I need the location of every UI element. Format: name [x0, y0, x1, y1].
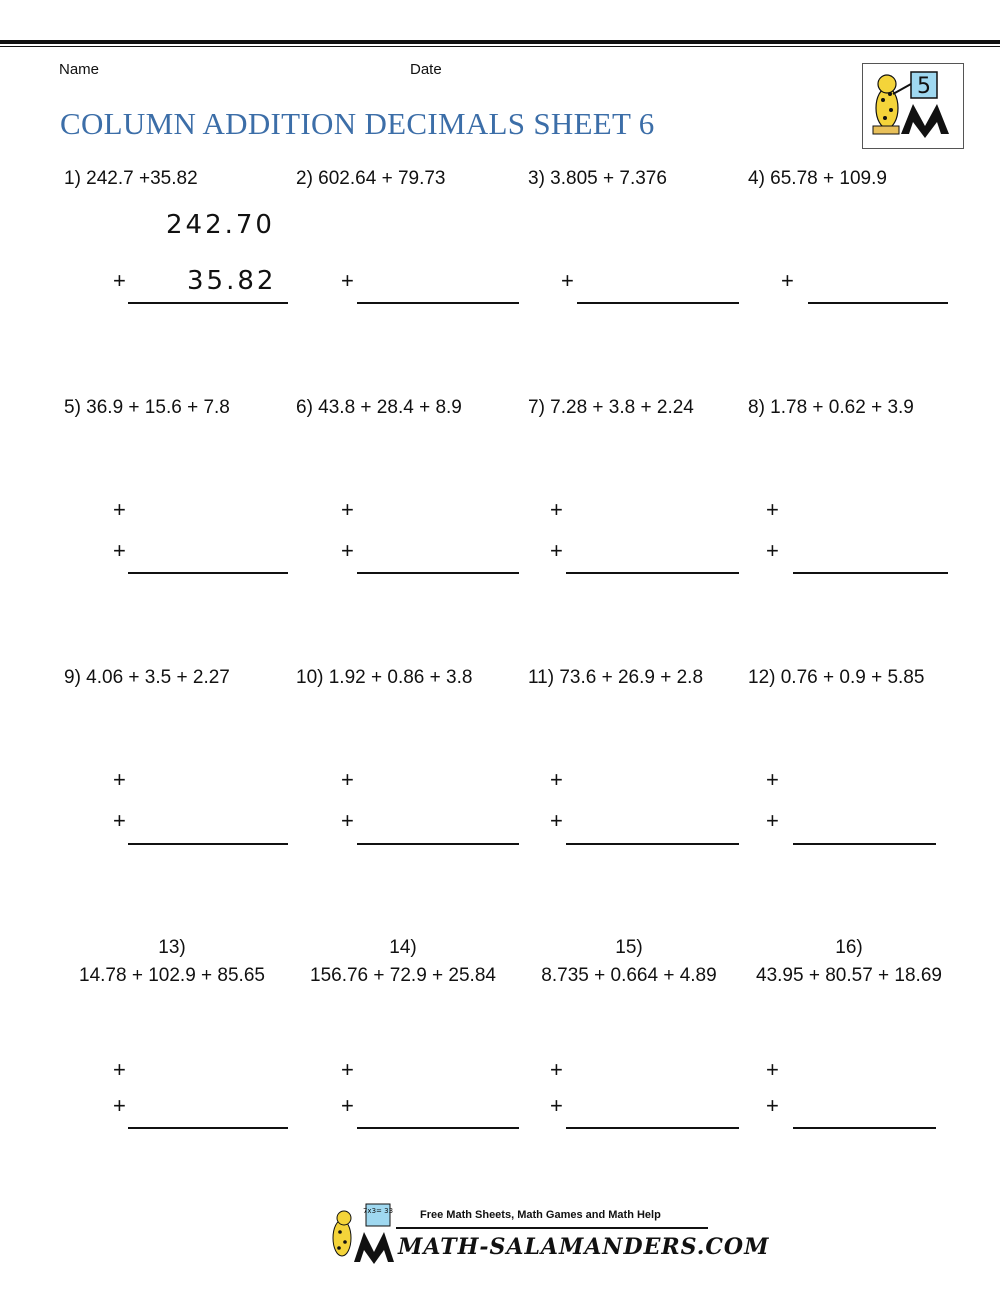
plus-sign: +	[781, 268, 794, 293]
problem-3-label: 3) 3.805 + 7.376	[528, 168, 667, 189]
problem-13-number: 13)	[158, 937, 186, 958]
plus-sign: +	[550, 1057, 563, 1082]
plus-sign: +	[550, 497, 563, 522]
problem-13-label	[62, 934, 282, 990]
problem-8-label: 8) 1.78 + 0.62 + 3.9	[748, 397, 914, 418]
answer-line-10	[357, 843, 519, 845]
plus-sign: +	[341, 1057, 354, 1082]
plus-sign: +	[550, 1093, 563, 1118]
problem-16-label	[739, 934, 959, 990]
plus-sign: +	[341, 808, 354, 833]
problem-2-label: 2) 602.64 + 79.73	[296, 168, 446, 189]
problem-5-label: 5) 36.9 + 15.6 + 7.8	[64, 397, 230, 418]
problem-15-expression: 8.735 + 0.664 + 4.89	[541, 965, 717, 986]
top-rule	[0, 40, 1000, 44]
problem-14-label	[293, 934, 513, 990]
answer-line-5	[128, 572, 288, 574]
plus-sign: +	[113, 497, 126, 522]
problem-10-label: 10) 1.92 + 0.86 + 3.8	[296, 667, 473, 688]
answer-line-15	[566, 1127, 739, 1129]
problem-15-label	[519, 934, 739, 990]
badge-text: 7x3= 33	[362, 1207, 394, 1215]
plus-sign: +	[766, 1093, 779, 1118]
problem-14-expression: 156.76 + 72.9 + 25.84	[310, 965, 496, 986]
salamander-logo-icon	[863, 64, 963, 148]
plus-sign: +	[113, 808, 126, 833]
date-label: Date	[410, 61, 442, 78]
salamander-logo	[862, 63, 964, 149]
top-rule-thin	[0, 46, 1000, 47]
plus-sign: +	[341, 538, 354, 563]
answer-line-1	[128, 302, 288, 304]
plus-sign: +	[113, 1057, 126, 1082]
plus-sign: +	[341, 497, 354, 522]
answer-line-2	[357, 302, 519, 304]
plus-sign: +	[550, 767, 563, 792]
plus-sign: +	[550, 538, 563, 563]
example-second-number: 35.82	[187, 266, 277, 296]
problem-14-number: 14)	[389, 937, 417, 958]
plus-sign: +	[766, 497, 779, 522]
answer-line-9	[128, 843, 288, 845]
problem-16-expression: 43.95 + 80.57 + 18.69	[756, 965, 942, 986]
answer-line-16	[793, 1127, 936, 1129]
problem-11-label: 11) 73.6 + 26.9 + 2.8	[528, 667, 704, 688]
plus-sign: +	[766, 538, 779, 563]
problem-16-number: 16)	[835, 937, 863, 958]
answer-line-7	[566, 572, 739, 574]
plus-sign: +	[550, 808, 563, 833]
problem-6-label: 6) 43.8 + 28.4 + 8.9	[296, 397, 462, 418]
problem-15-number: 15)	[615, 937, 643, 958]
footer-salamander-icon	[326, 1202, 398, 1268]
answer-line-13	[128, 1127, 288, 1129]
plus-sign: +	[113, 268, 126, 293]
footer-brand: MATH-SALAMANDERS.COM	[398, 1234, 770, 1260]
name-label: Name	[59, 61, 100, 78]
plus-sign: +	[113, 1093, 126, 1118]
answer-line-12	[793, 843, 936, 845]
page-title: COLUMN ADDITION DECIMALS SHEET 6	[60, 106, 655, 141]
problem-1-label: 1) 242.7 +35.82	[64, 168, 198, 189]
plus-sign: +	[766, 767, 779, 792]
answer-line-14	[357, 1127, 519, 1129]
problem-12-label: 12) 0.76 + 0.9 + 5.85	[748, 667, 925, 688]
plus-sign: +	[341, 268, 354, 293]
footer-tagline: Free Math Sheets, Math Games and Math Help	[420, 1209, 661, 1221]
answer-line-11	[566, 843, 739, 845]
answer-line-3	[577, 302, 739, 304]
plus-sign: +	[113, 767, 126, 792]
answer-line-8	[793, 572, 948, 574]
plus-sign: +	[341, 767, 354, 792]
logo-number: 5	[917, 74, 931, 99]
problem-9-label: 9) 4.06 + 3.5 + 2.27	[64, 667, 230, 688]
answer-line-4	[808, 302, 948, 304]
plus-sign: +	[561, 268, 574, 293]
plus-sign: +	[766, 808, 779, 833]
problem-7-label: 7) 7.28 + 3.8 + 2.24	[528, 397, 694, 418]
plus-sign: +	[113, 538, 126, 563]
footer-rule	[396, 1227, 708, 1229]
plus-sign: +	[341, 1093, 354, 1118]
plus-sign: +	[766, 1057, 779, 1082]
problem-4-label: 4) 65.78 + 109.9	[748, 168, 887, 189]
problem-13-expression: 14.78 + 102.9 + 85.65	[79, 965, 265, 986]
example-first-number: 242.70	[166, 210, 275, 240]
answer-line-6	[357, 572, 519, 574]
